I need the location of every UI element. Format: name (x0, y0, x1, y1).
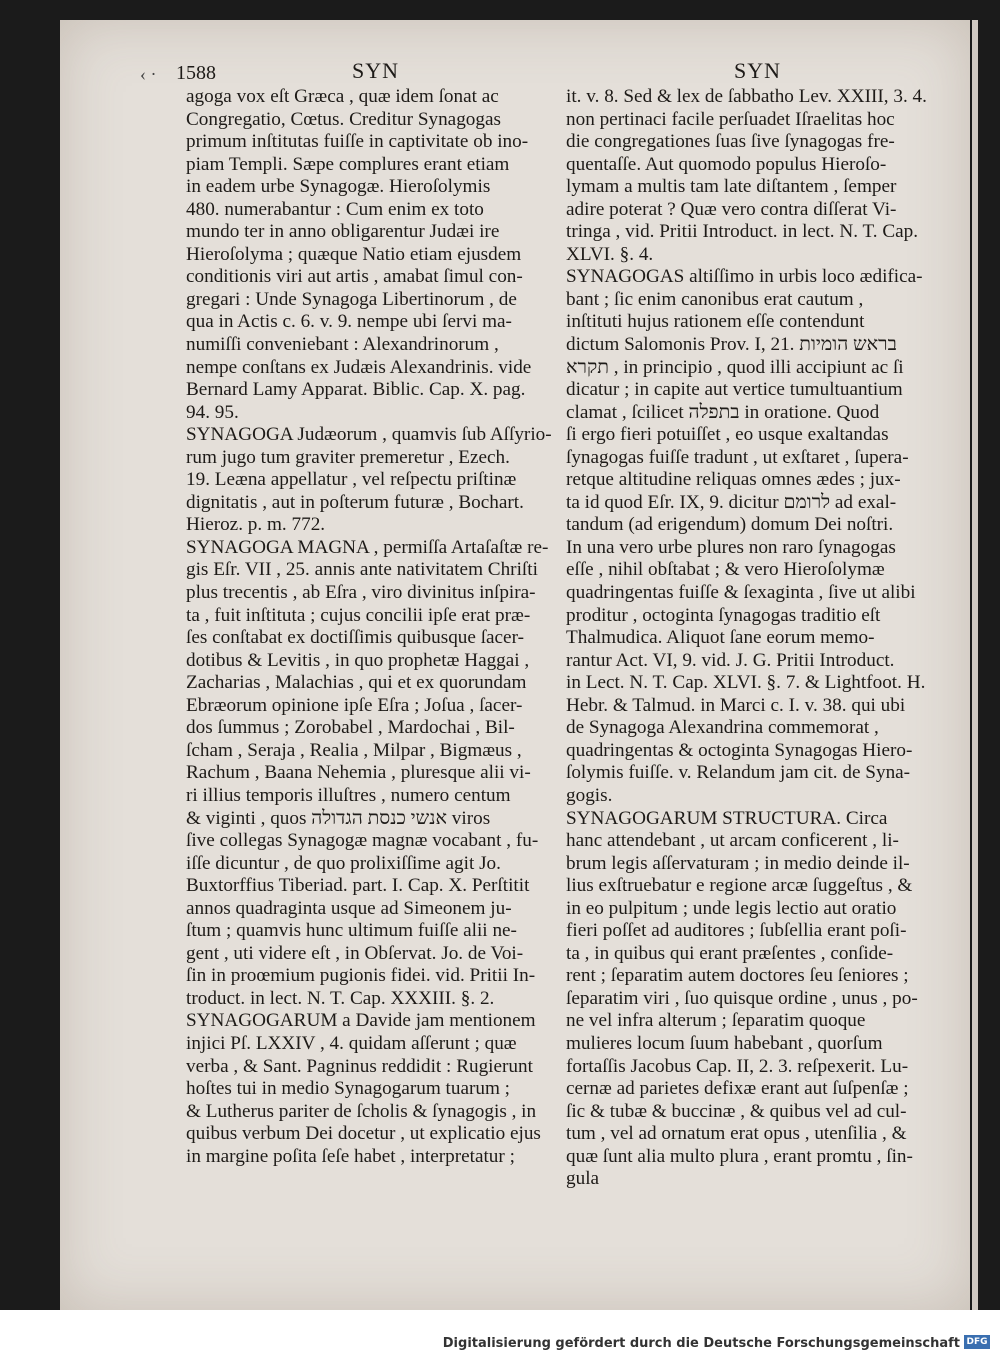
text-line: dicatur ; in capite aut vertice tumultuantium (566, 379, 903, 401)
page-edge (972, 20, 978, 1310)
text-line: tandum (ad erigendum) domum Dei noſtri. (566, 514, 894, 536)
text-line: quibus verbum Dei docetur , ut explicatio ejus (186, 1123, 541, 1145)
text-line: SYNAGOGA Judæorum , quamvis ſub Aſſyrio- (186, 424, 552, 446)
text-line: quentaſſe. Aut quomodo populus Hieroſo- (566, 153, 887, 175)
text-line: gis Eſr. VII , 25. annis ante nativitatem Chriſti (186, 559, 538, 581)
text-line: Bernard Lamy Apparat. Biblic. Cap. X. pag. (186, 379, 526, 401)
text-line: iſſe dicuntur , de quo prolixiſſime agit Jo. (186, 852, 501, 874)
text-line: numiſſi conveniebant : Alexandrinorum , (186, 334, 499, 356)
text-line: SYNAGOGA MAGNA , permiſſa Artaſaſtæ re- (186, 536, 549, 558)
text-line: & Lutherus pariter de ſcholis & ſynagogis , in (186, 1100, 537, 1122)
text-line: retque altitudine reliquas omnes ædes ; jux- (566, 469, 901, 491)
text-line: Zacharias , Malachias , qui et ex quorundam (186, 672, 527, 694)
text-line: in eo pulpitum ; unde legis lectio aut oratio (566, 897, 897, 919)
text-line: quadringentas fuiſſe & ſexaginta , ſive ut alibi (566, 582, 916, 604)
text-line: Hebr. & Talmud. in Marci c. I. v. 38. qui ubi (566, 694, 906, 716)
text-line: injici Pſ. LXXIV , 4. quidam aſſerunt ; quæ (186, 1032, 517, 1054)
text-line: fortaſſis Jacobus Cap. II, 2. 3. reſpexerit. Lu- (566, 1055, 909, 1077)
text-line: lius exſtruebatur e regione arcæ ſuggeſtus , & (566, 875, 913, 897)
text-line: ta id quod Eſr. IX, 9. dicitur לרומם ad exal- (566, 491, 897, 513)
text-line: & viginti , quos אנשי כנסת הגדולה viros (186, 807, 491, 829)
text-line: 19. Leæna appellatur , vel reſpectu priſtinæ (186, 469, 517, 491)
text-line: bant ; ſic enim canonibus erat cautum , (566, 288, 864, 310)
text-line: SYNAGOGARUM a Davide jam mentionem (186, 1010, 536, 1032)
text-line: dignitatis , aut in poſterum futuræ , Bochart. (186, 491, 524, 513)
text-line: Hieroz. p. m. 772. (186, 514, 326, 536)
text-line: troduct. in lect. N. T. Cap. XXXIII. §. 2. (186, 987, 495, 1009)
text-line: hoſtes tui in medio Synagogarum tuarum ; (186, 1078, 511, 1100)
text-line: qua in Actis c. 6. v. 9. nempe ubi ſervi ma- (186, 311, 512, 333)
text-line: tringa , vid. Pritii Introduct. in lect. N. T. Cap. (566, 221, 919, 243)
text-line: תקרא , in principio , quod illi accipiunt ac ſi (566, 356, 904, 378)
text-line: hanc attendebant , ut arcam conficerent , li- (566, 830, 899, 852)
text-line: eſſe , nihil obſtabat ; & vero Hieroſolymæ (566, 559, 885, 581)
text-line: ne vel infra alterum ; ſeparatim quoque (566, 1010, 866, 1032)
text-line: 480. numerabantur : Cum enim ex toto (186, 198, 484, 220)
text-line: Ebræorum opinione ipſe Eſra ; Joſua , ſacer- (186, 694, 523, 716)
right-column (566, 86, 960, 1191)
text-line: quæ ſunt alia multo plura , erant promtu , ſin- (566, 1145, 913, 1167)
text-line: die congregationes ſuas ſive ſynagogas fre- (566, 131, 895, 153)
text-line: tum , vel ad ornatum erat opus , utenſilia , & (566, 1123, 907, 1145)
text-line: dos ſummus ; Zorobabel , Mardochai , Bil- (186, 717, 515, 739)
text-line: ſi ergo fieri potuiſſet , eo usque exaltandas (566, 424, 889, 446)
text-line: gent , uti videre eſt , in Obſervat. Jo. de Voi- (186, 942, 524, 964)
footer-credit: Digitalisierung gefördert durch die Deutsche Forschungsgemeinschaft (442, 1336, 960, 1351)
text-line: Buxtorffius Tiberiad. part. I. Cap. X. Perſtitit (186, 875, 530, 897)
text-line: piam Templi. Sæpe complures erant etiam (186, 153, 510, 175)
text-line: ta , fuit inſtituta ; cujus concilii ipſe erat præ- (186, 604, 531, 626)
text-line: ſolymis fuiſſe. v. Relandum jam cit. de Syna- (566, 762, 911, 784)
text-line: rum jugo tum graviter premeretur , Ezech. (186, 446, 510, 468)
text-line: gregari : Unde Synagoga Libertinorum , de (186, 288, 517, 310)
text-line: clamat , ſcilicet בתפלה in oratione. Quod (566, 401, 880, 423)
text-line: verba , & Sant. Pagninus reddidit : Rugierunt (186, 1055, 533, 1077)
text-line: XLVI. §. 4. (566, 243, 654, 265)
text-line: In una vero urbe plures non raro ſynagogas (566, 536, 896, 558)
text-line: nempe conſtans ex Judæis Alexandrinis. vide (186, 356, 532, 378)
text-line: annos quadraginta usque ad Simeonem ju- (186, 897, 512, 919)
dfg-logo-icon: DFG (964, 1335, 990, 1349)
text-line: brum legis aſſervaturam ; in medio deinde il- (566, 852, 910, 874)
text-line: ſes conſtabat ex doctiſſimis quibusque ſacer- (186, 627, 524, 649)
left-column (186, 86, 568, 1168)
text-line: rent ; ſeparatim autem doctores ſeu ſeniores ; (566, 965, 909, 987)
text-line: in Lect. N. T. Cap. XLVI. §. 7. & Lightfoot. H. (566, 672, 926, 694)
text-line: Congregatio, Cœtus. Creditur Synagogas (186, 108, 501, 130)
text-line: ſin in proœmium pugionis fidei. vid. Pritii In- (186, 965, 536, 987)
text-line: inſtituti hujus rationem eſſe contendunt (566, 311, 865, 333)
text-line: dictum Salomonis Prov. I, 21. בראש הומיות (566, 334, 897, 356)
text-line: Thalmudica. Aliquot ſane eorum memo- (566, 627, 875, 649)
text-line: ſcham , Seraja , Realia , Milpar , Bigmæus , (186, 739, 522, 761)
text-line: ſtum ; quamvis hunc ultimum fuiſſe alii ne- (186, 920, 517, 942)
text-line: agoga vox eſt Græca , quæ idem ſonat ac (186, 86, 499, 107)
text-line: mundo ter in anno obligarentur Judæi ire (186, 221, 500, 243)
text-line: ri illius temporis illuſtres , numero centum (186, 784, 511, 806)
text-line: Hieroſolyma ; quæque Natio etiam ejusdem (186, 243, 522, 265)
text-line: ta , in quibus qui erant præſentes , conſide- (566, 942, 894, 964)
text-line: ſynagogas fuiſſe tradunt , ut exſtaret , ſupera- (566, 446, 909, 468)
margin-mark: ‹ · (140, 64, 157, 84)
text-line: cernæ ad parietes defixæ erant aut ſuſpenſæ ; (566, 1078, 909, 1100)
text-line: ſive collegas Synagogæ magnæ vocabant , fu- (186, 830, 539, 852)
text-line: it. v. 8. Sed & lex de ſabbatho Lev. XXIII, 3. 4. (566, 86, 927, 107)
text-line: gogis. (566, 784, 613, 806)
text-line: in eadem urbe Synagogæ. Hieroſolymis (186, 176, 491, 198)
text-line: quadringentas & octoginta Synagogas Hiero- (566, 739, 913, 761)
text-line: lymam a multis tam late diſtantem , ſemper (566, 176, 897, 198)
text-line: proditur , octoginta ſynagogas traditio eſt (566, 604, 881, 626)
running-head-right: SYN (734, 58, 782, 83)
text-line: gula (566, 1168, 600, 1190)
text-line: SYNAGOGAS altiſſimo in urbis loco ædifica- (566, 266, 923, 288)
text-line: non pertinaci facile perſuadet Iſraelitas hoc (566, 108, 895, 130)
text-line: 94. 95. (186, 401, 239, 423)
text-line: ſic & tubæ & buccinæ , & quibus vel ad cul- (566, 1100, 907, 1122)
text-line: SYNAGOGARUM STRUCTURA. Circa (566, 807, 888, 829)
text-line: rantur Act. VI, 9. vid. J. G. Pritii Introduct. (566, 649, 895, 671)
text-line: adire poterat ? Quæ vero contra diſſerat Vi- (566, 198, 897, 220)
text-line: in margine poſita ſeſe habet , interpretatur ; (186, 1145, 515, 1167)
running-head-left: SYN (352, 58, 400, 83)
text-line: ſeparatim viri , ſuo quisque ordine , unus , po- (566, 987, 918, 1009)
text-line: de Synagoga Alexandrina commemorat , (566, 717, 879, 739)
text-line: dotibus & Levitis , in quo prophetæ Haggai , (186, 649, 530, 671)
text-line: plus trecentis , ab Eſra , viro divinitus inſpira- (186, 582, 536, 604)
page-number: 1588 (176, 62, 216, 84)
text-line: conditionis viri aut artis , amabat ſimul con- (186, 266, 523, 288)
text-line: fieri poſſet ad auditores ; ſubſellia erant poſi- (566, 920, 907, 942)
text-line: mulieres locum ſuum habebant , quorſum (566, 1032, 883, 1054)
text-line: primum inſtitutas fuiſſe in captivitate ob ino- (186, 131, 529, 153)
text-line: Rachum , Baana Nehemia , pluresque alii vi- (186, 762, 531, 784)
